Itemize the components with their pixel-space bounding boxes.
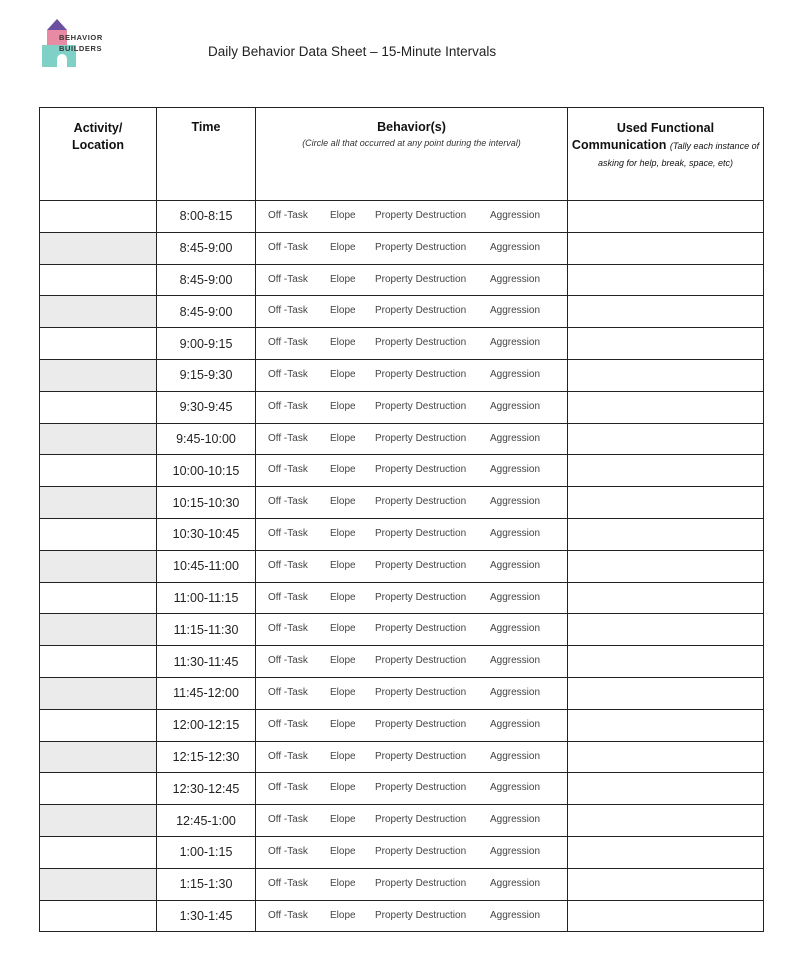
functional-communication-tally-cell[interactable] [568,201,764,233]
activity-location-cell[interactable] [40,328,157,360]
behavior-off-task[interactable]: Off -Task [268,273,308,285]
activity-location-cell[interactable] [40,836,157,868]
behavior-property-destruction[interactable]: Property Destruction [375,305,467,317]
behavior-property-destruction[interactable]: Property Destruction [375,686,467,698]
functional-communication-tally-cell[interactable] [568,900,764,932]
functional-communication-tally-cell[interactable] [568,741,764,773]
functional-communication-tally-cell[interactable] [568,423,764,455]
behavior-aggression[interactable]: Aggression [490,877,541,889]
table-header-row [40,108,764,201]
behavior-aggression[interactable]: Aggression [490,432,541,444]
behavior-property-destruction[interactable]: Property Destruction [375,210,467,221]
header-comm-word: Communication [571,138,667,152]
behavior-off-task[interactable]: Off -Task [268,559,308,571]
behavior-options-cell [256,868,568,900]
activity-location-cell[interactable] [40,423,157,455]
behavior-property-destruction[interactable]: Property Destruction [375,496,467,508]
behavior-aggression[interactable]: Aggression [490,814,541,826]
behavior-aggression[interactable]: Aggression [490,750,541,762]
behavior-property-destruction[interactable]: Property Destruction [375,527,467,539]
behavior-property-destruction[interactable]: Property Destruction [375,368,467,380]
behavior-property-destruction[interactable]: Property Destruction [375,464,467,476]
behavior-options-cell [256,677,568,709]
behavior-aggression[interactable]: Aggression [490,273,541,285]
header-comm-line1: Used Functional [616,121,715,135]
activity-location-cell[interactable] [40,741,157,773]
logo-text [59,32,103,54]
time-interval-cell: 11:30-11:45 [157,646,256,678]
time-interval-cell: 9:00-9:15 [157,328,256,360]
behavior-elope[interactable]: Elope [330,718,356,730]
behavior-elope[interactable]: Elope [330,210,356,221]
functional-communication-tally-cell[interactable] [568,614,764,646]
behavior-property-destruction[interactable]: Property Destruction [375,337,467,349]
header-behaviors [256,108,568,201]
behavior-off-task[interactable]: Off -Task [268,241,308,253]
behavior-off-task[interactable]: Off -Task [268,782,308,794]
behavior-aggression[interactable]: Aggression [490,591,541,603]
time-interval-cell: 9:30-9:45 [157,391,256,423]
activity-location-cell[interactable] [40,550,157,582]
functional-communication-tally-cell[interactable] [568,582,764,614]
behavior-property-destruction[interactable]: Property Destruction [375,655,467,667]
time-interval-cell: 11:45-12:00 [157,677,256,709]
behavior-property-destruction[interactable]: Property Destruction [375,400,467,412]
time-interval-cell: 10:45-11:00 [157,550,256,582]
functional-communication-tally-cell[interactable] [568,518,764,550]
behavior-options-cell [256,423,568,455]
behavior-property-destruction[interactable]: Property Destruction [375,241,467,253]
behavior-elope[interactable]: Elope [330,686,356,698]
functional-communication-tally-cell[interactable] [568,359,764,391]
table-row [40,264,764,296]
functional-communication-tally-cell[interactable] [568,550,764,582]
behavior-off-task[interactable]: Off -Task [268,464,308,476]
time-interval-cell: 11:15-11:30 [157,614,256,646]
behavior-elope[interactable]: Elope [330,655,356,667]
functional-communication-tally-cell[interactable] [568,805,764,837]
logo-line-2: BUILDERS [59,44,103,53]
behavior-property-destruction[interactable]: Property Destruction [375,591,467,603]
activity-location-cell[interactable] [40,232,157,264]
behavior-options-cell [256,773,568,805]
behavior-elope[interactable]: Elope [330,400,356,412]
behavior-off-task[interactable]: Off -Task [268,718,308,730]
functional-communication-tally-cell[interactable] [568,455,764,487]
behavior-property-destruction[interactable]: Property Destruction [375,909,467,921]
header-behaviors-title: Behavior(s) [377,120,446,134]
behavior-options-cell [256,836,568,868]
behavior-off-task[interactable]: Off -Task [268,432,308,444]
behavior-options-cell [256,296,568,328]
behavior-property-destruction[interactable]: Property Destruction [375,782,467,794]
behavior-property-destruction[interactable]: Property Destruction [375,623,467,635]
activity-location-cell[interactable] [40,900,157,932]
table-row [40,455,764,487]
functional-communication-tally-cell[interactable] [568,677,764,709]
table-row [40,646,764,678]
behavior-options-cell [256,582,568,614]
behavior-property-destruction[interactable]: Property Destruction [375,814,467,826]
activity-location-cell[interactable] [40,201,157,233]
activity-location-cell[interactable] [40,614,157,646]
functional-communication-tally-cell[interactable] [568,296,764,328]
behavior-off-task[interactable]: Off -Task [268,877,308,889]
table-row [40,232,764,264]
activity-location-cell[interactable] [40,805,157,837]
behavior-elope[interactable]: Elope [330,909,356,921]
behavior-elope[interactable]: Elope [330,273,356,285]
header-activity-location [40,108,157,201]
behavior-property-destruction[interactable]: Property Destruction [375,273,467,285]
table-row [40,677,764,709]
table-row [40,900,764,932]
time-interval-cell: 12:00-12:15 [157,709,256,741]
table-row [40,359,764,391]
behavior-off-task[interactable]: Off -Task [268,368,308,380]
behavior-aggression[interactable]: Aggression [490,400,541,412]
logo-line-1: BEHAVIOR [59,33,103,42]
table-row [40,487,764,519]
behavior-elope[interactable]: Elope [330,464,356,476]
table-row [40,296,764,328]
functional-communication-tally-cell[interactable] [568,391,764,423]
behavior-options-cell [256,455,568,487]
activity-location-cell[interactable] [40,582,157,614]
behavior-aggression[interactable]: Aggression [490,464,541,476]
table-row [40,614,764,646]
activity-location-cell[interactable] [40,391,157,423]
page-title: Daily Behavior Data Sheet – 15-Minute Intervals [208,44,497,59]
behavior-off-task[interactable]: Off -Task [268,337,308,349]
functional-communication-tally-cell[interactable] [568,773,764,805]
time-interval-cell: 8:45-9:00 [157,232,256,264]
behavior-elope[interactable]: Elope [330,750,356,762]
behavior-aggression[interactable]: Aggression [490,686,541,698]
table-row [40,582,764,614]
behavior-elope[interactable]: Elope [330,623,356,635]
activity-location-cell[interactable] [40,773,157,805]
activity-location-cell[interactable] [40,677,157,709]
behavior-off-task[interactable]: Off -Task [268,814,308,826]
time-interval-cell: 10:00-10:15 [157,455,256,487]
behavior-options-cell [256,550,568,582]
time-interval-cell: 1:30-1:45 [157,900,256,932]
activity-location-cell[interactable] [40,646,157,678]
behavior-elope[interactable]: Elope [330,591,356,603]
behavior-elope[interactable]: Elope [330,527,356,539]
time-interval-cell: 12:45-1:00 [157,805,256,837]
behavior-aggression[interactable]: Aggression [490,527,541,539]
behavior-aggression[interactable]: Aggression [490,241,541,253]
behavior-aggression[interactable]: Aggression [490,559,541,571]
behavior-off-task[interactable]: Off -Task [268,305,308,317]
table-row [40,328,764,360]
table-row [40,391,764,423]
behavior-off-task[interactable]: Off -Task [268,210,308,221]
behavior-aggression[interactable]: Aggression [490,337,541,349]
time-interval-cell: 1:15-1:30 [157,868,256,900]
behavior-off-task[interactable]: Off -Task [268,591,308,603]
behavior-elope[interactable]: Elope [330,782,356,794]
activity-location-cell[interactable] [40,296,157,328]
time-interval-cell: 12:30-12:45 [157,773,256,805]
functional-communication-tally-cell[interactable] [568,487,764,519]
functional-communication-tally-cell[interactable] [568,836,764,868]
table-row [40,805,764,837]
behavior-options-cell [256,709,568,741]
behavior-off-task[interactable]: Off -Task [268,527,308,539]
functional-communication-tally-cell[interactable] [568,264,764,296]
behavior-options-cell [256,646,568,678]
time-interval-cell: 8:45-9:00 [157,296,256,328]
behavior-off-task[interactable]: Off -Task [268,845,308,857]
behavior-options-cell [256,232,568,264]
behavior-property-destruction[interactable]: Property Destruction [375,877,467,889]
behavior-property-destruction[interactable]: Property Destruction [375,718,467,730]
time-interval-cell: 12:15-12:30 [157,741,256,773]
behavior-options-cell [256,359,568,391]
time-interval-cell: 9:45-10:00 [157,423,256,455]
behavior-data-table [39,107,764,932]
behavior-off-task[interactable]: Off -Task [268,400,308,412]
behavior-options-cell [256,900,568,932]
header-activity-line2: Location [71,138,125,152]
table-row [40,836,764,868]
behavior-aggression[interactable]: Aggression [490,305,541,317]
header-activity-line1: Activity/ [73,121,123,135]
behavior-aggression[interactable]: Aggression [490,623,541,635]
table-body [40,201,764,932]
behavior-elope[interactable]: Elope [330,877,356,889]
behavior-off-task[interactable]: Off -Task [268,909,308,921]
time-interval-cell: 8:00-8:15 [157,201,256,233]
activity-location-cell[interactable] [40,359,157,391]
functional-communication-tally-cell[interactable] [568,709,764,741]
behavior-elope[interactable]: Elope [330,845,356,857]
behavior-elope[interactable]: Elope [330,337,356,349]
time-interval-cell: 9:15-9:30 [157,359,256,391]
behavior-off-task[interactable]: Off -Task [268,655,308,667]
header-functional-communication [568,108,764,201]
functional-communication-tally-cell[interactable] [568,232,764,264]
behavior-aggression[interactable]: Aggression [490,718,541,730]
behavior-off-task[interactable]: Off -Task [268,496,308,508]
behavior-options-cell [256,614,568,646]
behavior-options-cell [256,518,568,550]
behavior-elope[interactable]: Elope [330,559,356,571]
behavior-options-cell [256,805,568,837]
functional-communication-tally-cell[interactable] [568,868,764,900]
table-row [40,518,764,550]
behavior-aggression[interactable]: Aggression [490,909,541,921]
functional-communication-tally-cell[interactable] [568,328,764,360]
activity-location-cell[interactable] [40,487,157,519]
behavior-options-cell [256,741,568,773]
activity-location-cell[interactable] [40,455,157,487]
behavior-builders-logo [40,18,120,68]
behavior-elope[interactable]: Elope [330,305,356,317]
activity-location-cell[interactable] [40,518,157,550]
table-row [40,773,764,805]
behavior-options-cell [256,487,568,519]
time-interval-cell: 8:45-9:00 [157,264,256,296]
time-interval-cell: 1:00-1:15 [157,836,256,868]
behavior-off-task[interactable]: Off -Task [268,686,308,698]
table-row [40,868,764,900]
behavior-options-cell [256,391,568,423]
behavior-off-task[interactable]: Off -Task [268,750,308,762]
behavior-options-cell [256,201,568,233]
time-interval-cell: 10:30-10:45 [157,518,256,550]
behavior-aggression[interactable]: Aggression [490,496,541,508]
behavior-off-task[interactable]: Off -Task [268,623,308,635]
header-comm-line2 [568,137,763,171]
behavior-elope[interactable]: Elope [330,241,356,253]
time-interval-cell: 10:15-10:30 [157,487,256,519]
header-behaviors-instruction: (Circle all that occurred at any point during the interval) [302,138,521,148]
behavior-aggression[interactable]: Aggression [490,368,541,380]
activity-location-cell[interactable] [40,709,157,741]
behavior-elope[interactable]: Elope [330,432,356,444]
activity-location-cell[interactable] [40,264,157,296]
table-row [40,741,764,773]
functional-communication-tally-cell[interactable] [568,646,764,678]
behavior-elope[interactable]: Elope [330,368,356,380]
behavior-options-cell [256,264,568,296]
behavior-property-destruction[interactable]: Property Destruction [375,750,467,762]
behavior-elope[interactable]: Elope [330,814,356,826]
behavior-aggression[interactable]: Aggression [490,655,541,667]
behavior-property-destruction[interactable]: Property Destruction [375,432,467,444]
activity-location-cell[interactable] [40,868,157,900]
time-interval-cell: 11:00-11:15 [157,582,256,614]
table-row [40,709,764,741]
header-time: Time [157,108,256,201]
behavior-property-destruction[interactable]: Property Destruction [375,559,467,571]
behavior-aggression[interactable]: Aggression [490,782,541,794]
behavior-aggression[interactable]: Aggression [490,210,541,221]
table-row [40,423,764,455]
behavior-aggression[interactable]: Aggression [490,845,541,857]
table-row [40,201,764,233]
behavior-property-destruction[interactable]: Property Destruction [375,845,467,857]
header-comm-instruction: (Tally each instance of asking for help, break, space, etc) [597,141,760,168]
behavior-options-cell [256,328,568,360]
table-row [40,550,764,582]
behavior-elope[interactable]: Elope [330,496,356,508]
